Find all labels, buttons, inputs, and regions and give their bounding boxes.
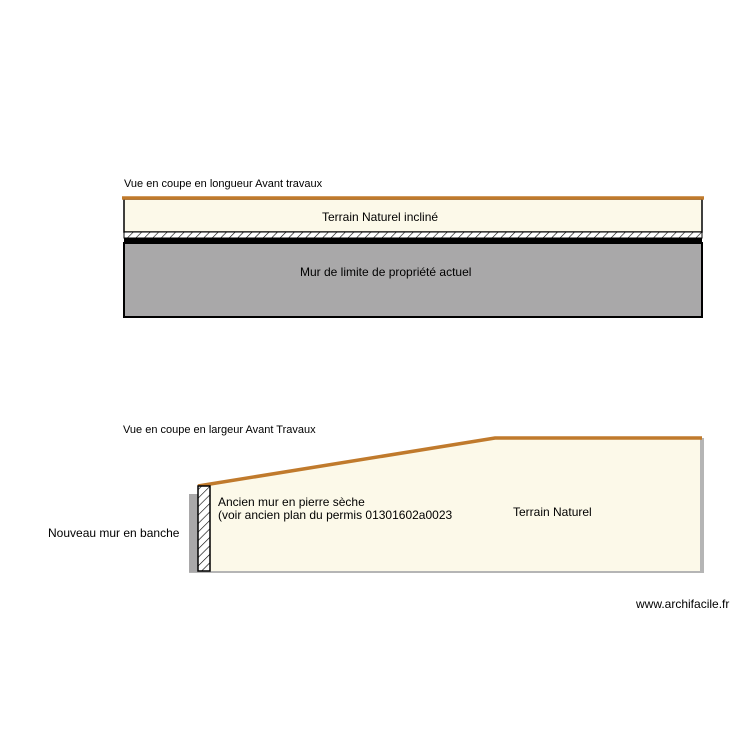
watermark-text: www.archifacile.fr xyxy=(636,597,730,611)
new-wall-label: Nouveau mur en banche xyxy=(48,526,180,540)
wall-body-long[interactable] xyxy=(124,243,702,317)
wall-label-long: Mur de limite de propriété actuel xyxy=(300,265,472,279)
old-stone-wall-hatch xyxy=(198,486,210,571)
hatched-layer-pattern xyxy=(124,232,702,238)
old-wall-label-line2: (voir ancien plan du permis 01301602a0023 xyxy=(218,508,453,522)
section-long-title: Vue en coupe en longueur Avant travaux xyxy=(124,178,323,190)
old-wall-label-line1: Ancien mur en pierre sèche xyxy=(218,495,365,509)
terrain-label-long: Terrain Naturel incliné xyxy=(322,210,439,224)
terrain-label-wide: Terrain Naturel xyxy=(513,505,592,519)
new-banche-wall[interactable] xyxy=(189,494,198,572)
section-wide-title: Vue en coupe en largeur Avant Travaux xyxy=(123,424,316,436)
